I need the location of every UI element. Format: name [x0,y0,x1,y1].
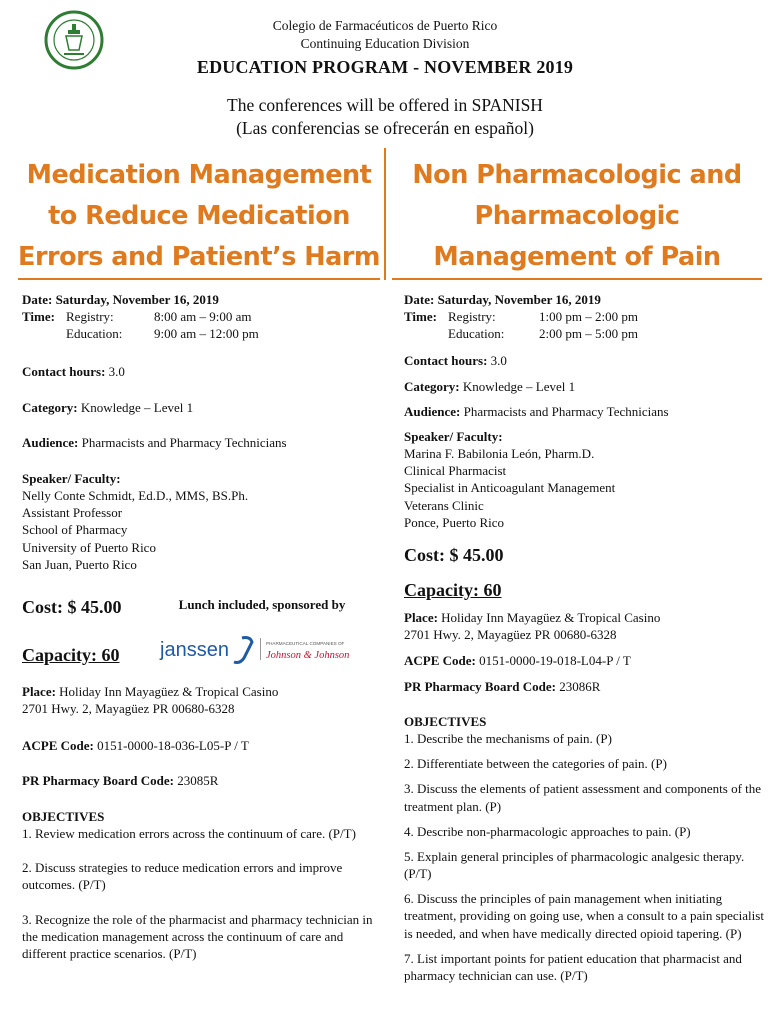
left-date-time [22,291,378,342]
right-address: 2701 Hwy. 2, Mayagüez PR 00680-6328 [404,627,617,643]
sponsor-divider [260,638,261,660]
right-category-label: Category: [404,379,460,394]
right-speaker-label: Speaker/ Faculty: [404,429,503,444]
right-acpe-label: ACPE Code: [404,653,476,668]
right-course-title [394,155,760,278]
left-category-value: Knowledge – Level 1 [77,400,194,415]
org-division: Continuing Education Division [300,36,470,52]
right-category [404,378,766,395]
objective-item: 2. Differentiate between the categories of pain. (P) [404,756,667,772]
left-objectives [22,808,378,962]
right-place-value: Holiday Inn Mayagüez & Tropical Casino [437,610,661,625]
right-acpe [404,652,766,669]
left-education-value: 9:00 am – 12:00 pm [154,326,259,342]
right-audience [404,403,766,420]
right-audience-label: Audience: [404,404,461,419]
language-note-es: (Las conferencias se ofrecerán en español) [236,117,534,138]
left-speaker [22,470,378,573]
right-prboard-value: 23086R [556,679,601,694]
janssen-logo [158,634,258,666]
left-acpe-value: 0151-0000-18-036-L05-P / T [93,738,249,753]
left-title-underline [18,278,380,280]
left-objectives-title: OBJECTIVES [22,809,105,824]
speaker-line: University of Puerto Rico [22,539,156,555]
right-cost: Cost: $ 45.00 [404,545,504,565]
left-category-label: Category: [22,400,78,415]
left-audience-value: Pharmacists and Pharmacy Technicians [78,435,287,450]
objective-item: 7. List important points for patient education that pharmacist and pharmacy technician can use. (P/T) [404,950,742,983]
left-acpe-label: ACPE Code: [22,738,94,753]
org-header [0,17,770,53]
lunch-sponsor-label: Lunch included, sponsored by [178,597,346,612]
objective-item: 1. Describe the mechanisms of pain. (P) [404,731,612,747]
right-title-line: Management of Pain [433,242,721,272]
right-date-time [404,291,766,342]
objective-item: 4. Describe non-pharmacologic approaches to pain. (P) [404,823,691,839]
left-acpe [22,737,378,754]
jj-wordmark: Johnson & Johnson [266,650,350,661]
left-prboard-value: 23085R [174,773,219,788]
speaker-line: Assistant Professor [22,505,123,521]
speaker-line: Veterans Clinic [404,497,484,513]
language-note-en: The conferences will be offered in SPANISH [227,95,543,115]
program-title: EDUCATION PROGRAM - NOVEMBER 2019 [196,57,574,77]
speaker-line: Marina F. Babilonia León, Pharm.D. [404,446,595,462]
right-place-label: Place: [404,610,438,625]
speaker-line: School of Pharmacy [22,522,128,538]
left-speaker-label: Speaker/ Faculty: [22,471,121,486]
left-prboard [22,772,378,789]
left-education-label: Education: [66,326,123,342]
right-contact-hours [404,352,766,369]
left-course-title [18,155,380,278]
right-title-underline [392,278,762,280]
sponsor-box [146,594,378,674]
left-audience-label: Audience: [22,435,79,450]
right-capacity: Capacity: 60 [404,580,502,600]
left-contact-label: Contact hours: [22,364,106,379]
left-contact-value: 3.0 [105,364,125,379]
janssen-wordmark: janssen [160,639,229,661]
left-category [22,399,378,416]
objective-item: 3. Discuss the elements of patient assessment and components of the treatment plan. (P) [404,781,762,814]
speaker-line: Nelly Conte Schmidt, Ed.D., MMS, BS.Ph. [22,488,249,504]
right-title-line: Non Pharmacologic and [412,160,742,190]
speaker-line: San Juan, Puerto Rico [22,556,137,572]
right-place [404,609,766,643]
right-audience-value: Pharmacists and Pharmacy Technicians [460,404,669,419]
objective-item: 3. Recognize the role of the pharmacist and pharmacy technician in the medication management across the continuum of care and different practice scenarios. (P/T) [22,911,373,961]
right-contact-value: 3.0 [487,353,507,368]
right-registry-value: 1:00 pm – 2:00 pm [539,309,638,325]
left-capacity: Capacity: 60 [22,645,120,665]
left-title-line: Medication Management [26,160,372,190]
right-time-label: Time: [404,309,437,325]
speaker-line: Ponce, Puerto Rico [404,514,505,530]
right-title-line: Pharmacologic [474,201,680,231]
right-category-value: Knowledge – Level 1 [459,379,576,394]
left-place-value: Holiday Inn Mayagüez & Tropical Casino [55,684,279,699]
left-registry-label: Registry: [66,309,114,325]
column-divider [384,148,386,280]
left-place-label: Place: [22,684,56,699]
right-objectives-title: OBJECTIVES [404,714,487,729]
left-date: Date: Saturday, November 16, 2019 [22,292,219,307]
right-prboard-label: PR Pharmacy Board Code: [404,679,557,694]
left-prboard-label: PR Pharmacy Board Code: [22,773,175,788]
objective-item: 6. Discuss the principles of pain management when initiating treatment, providing on going use, when a consult to a pain specialist is needed, and when have medically directed opioid tapering. (P) [404,891,764,941]
left-time-label: Time: [22,309,55,325]
right-objectives [404,713,766,984]
objective-item: 5. Explain general principles of pharmacologic analgesic therapy. (P/T) [404,848,745,882]
left-place [22,683,378,717]
johnson-johnson-logo [264,634,350,666]
speaker-line: Clinical Pharmacist [404,463,507,479]
right-date: Date: Saturday, November 16, 2019 [404,292,601,307]
objective-item: 1. Review medication errors across the continuum of care. (P/T) [22,826,356,842]
org-name: Colegio de Farmacéuticos de Puerto Rico [272,18,498,33]
left-audience [22,434,378,451]
left-registry-value: 8:00 am – 9:00 am [154,309,252,325]
left-contact-hours [22,363,378,380]
language-note [0,94,770,140]
speaker-line: Specialist in Anticoagulant Management [404,480,616,496]
objective-item: 2. Discuss strategies to reduce medication errors and improve outcomes. (P/T) [22,860,343,893]
right-acpe-value: 0151-0000-19-018-L04-P / T [475,653,631,668]
right-prboard [404,678,766,695]
jj-small-text: PHARMACEUTICAL COMPANIES OF [266,641,345,646]
right-contact-label: Contact hours: [404,353,488,368]
left-title-line: to Reduce Medication [48,201,350,231]
right-registry-label: Registry: [448,309,496,325]
right-education-value: 2:00 pm – 5:00 pm [539,326,638,342]
right-education-label: Education: [448,326,505,342]
left-title-line: Errors and Patient’s Harm [18,242,380,272]
left-cost: Cost: $ 45.00 [22,597,122,617]
right-speaker [404,428,766,531]
left-address: 2701 Hwy. 2, Mayagüez PR 00680-6328 [22,701,235,717]
